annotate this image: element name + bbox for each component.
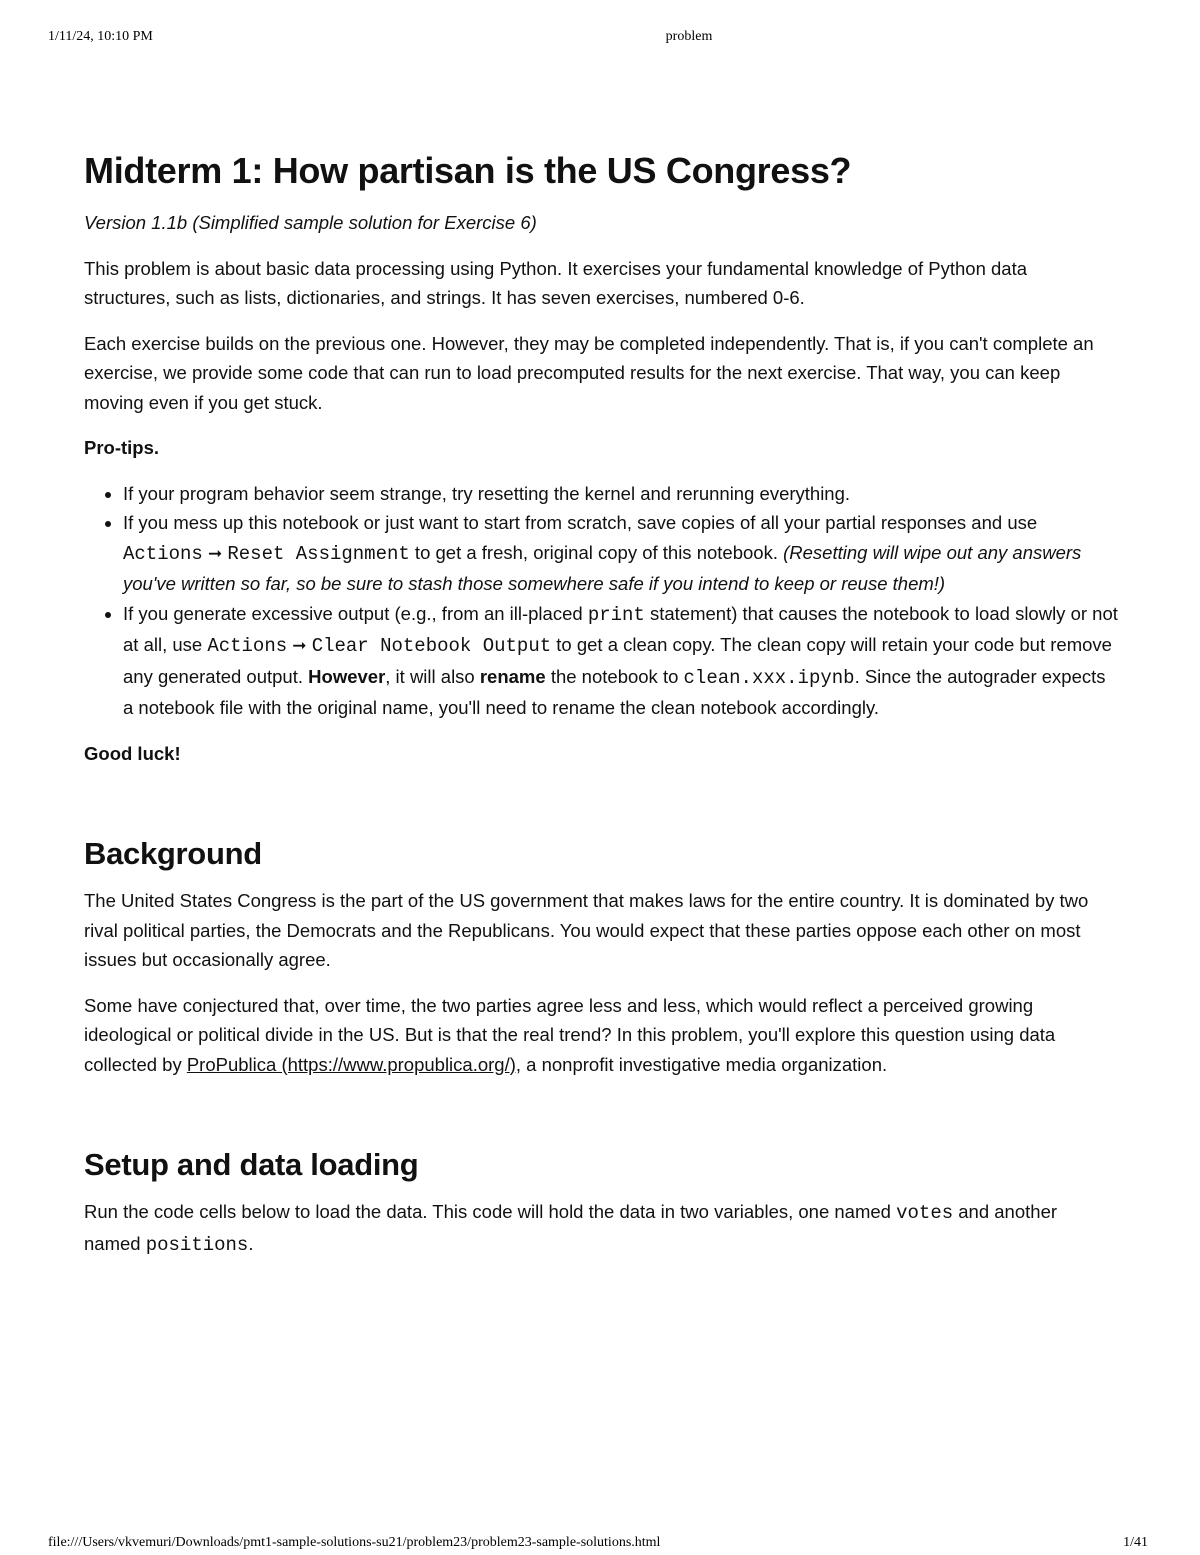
code-votes: votes (896, 1202, 954, 1224)
protip-3-text-d: , it will also (385, 665, 480, 687)
protips-heading-text: Pro-tips. (84, 437, 160, 458)
print-doc-title: problem (665, 29, 713, 44)
version-note: Version 1.1b (Simplified sample solution for Exercise 6) (84, 212, 537, 233)
protip-3-bold-however: However (308, 665, 386, 687)
setup-text-c: . (248, 1232, 254, 1254)
intro-paragraph-2: Each exercise builds on the previous one. However, they may be completed independently. That is, if you can't complete an exercise, we provide some code that can run to load precomputed results for the next exercise. That way, you can keep moving even if you get stuck. (84, 332, 1094, 413)
section-heading-setup: Setup and data loading (84, 1147, 419, 1182)
code-reset-assignment: Reset Assignment (227, 542, 410, 565)
code-positions: positions (145, 1233, 249, 1256)
protip-item-reset-assignment (123, 508, 1118, 599)
background-text-b: , a nonprofit investigative media organization. (515, 1053, 888, 1075)
background-paragraph-2 (84, 991, 1118, 1080)
protip-3-text-c: to get a clean copy. The clean copy will retain your code but remove any generated output. (123, 634, 1112, 687)
print-file-path: file:///Users/vkvemuri/Downloads/pmt1-sample-solutions-su21/problem23/problem23-sample-solutions.html (48, 1535, 661, 1550)
protips-heading (84, 433, 1118, 463)
protip-3-text-a: If you generate excessive output (e.g., from an ill-placed (123, 602, 588, 624)
good-luck (84, 739, 1118, 769)
background-text-a: Some have conjectured that, over time, the two parties agree less and less, which would reflect a perceived growing ideological or political divide in the US. But is that the real trend? In this problem, you'll explore this question using data collected by (84, 994, 1056, 1075)
protip-3-text-b: statement) that causes the notebook to load slowly or not at all, use (123, 602, 1118, 655)
protip-3-text-f: . Since the autograder expects a notebook file with the original name, you'll need to rename the clean notebook accordingly. (123, 665, 1106, 718)
code-clear-notebook-output: Clear Notebook Output (311, 635, 552, 657)
protip-2-warning: (Resetting will wipe out any answers you've written so far, so be sure to stash those somewhere safe if you intend to keep or reuse them!) (123, 541, 1082, 594)
print-footer (0, 1535, 1200, 1555)
background-paragraph-1: The United States Congress is the part of the US government that makes laws for the entire country. It is dominated by two rival political parties, the Democrats and the Republicans. You would expect that these parties oppose each other on most issues but occasionally agree. (84, 890, 1089, 970)
protip-3-text-e: the notebook to (545, 665, 684, 687)
setup-text-a: Run the code cells below to load the data. This code will hold the data in two variables, one named (84, 1201, 897, 1222)
setup-paragraph (84, 1197, 1118, 1260)
code-actions-2: Actions (207, 635, 288, 657)
protip-item-clear-output (123, 599, 1118, 723)
section-heading-background: Background (84, 836, 262, 871)
protip-1-text: If your program behavior seem strange, try resetting the kernel and rerunning everything. (123, 482, 851, 504)
code-actions: Actions (123, 542, 203, 565)
good-luck-text: Good luck! (84, 742, 181, 764)
code-print: print (587, 603, 645, 626)
intro-paragraph-1: This problem is about basic data processing using Python. It exercises your fundamental knowledge of Python data structures, such as lists, dictionaries, and strings. It has seven exercises, numbered 0-6. (84, 257, 1028, 308)
protip-3-bold-rename: rename (479, 665, 546, 687)
propublica-link[interactable]: ProPublica (https://www.propublica.org/) (186, 1053, 516, 1075)
protip-2-text-a: If you mess up this notebook or just want to start from scratch, save copies of all your partial responses and use (123, 512, 1038, 533)
print-header (0, 29, 1200, 49)
protip-2-text-b: to get a fresh, original copy of this notebook. (409, 541, 784, 563)
code-clean-filename: clean.xxx.ipynb (683, 666, 855, 689)
protips-list (84, 479, 1118, 723)
page-title: Midterm 1: How partisan is the US Congress? (84, 150, 852, 191)
protip-item-reset-kernel (123, 479, 1118, 509)
print-page-number: 1/41 (1123, 1535, 1148, 1550)
print-datetime: 1/11/24, 10:10 PM (48, 29, 153, 44)
notebook-content (84, 150, 1118, 1276)
menu-arrow-icon: ➞ (207, 543, 223, 563)
setup-text-b: and another named (84, 1201, 1058, 1254)
menu-arrow-icon-2: ➞ (292, 636, 307, 655)
